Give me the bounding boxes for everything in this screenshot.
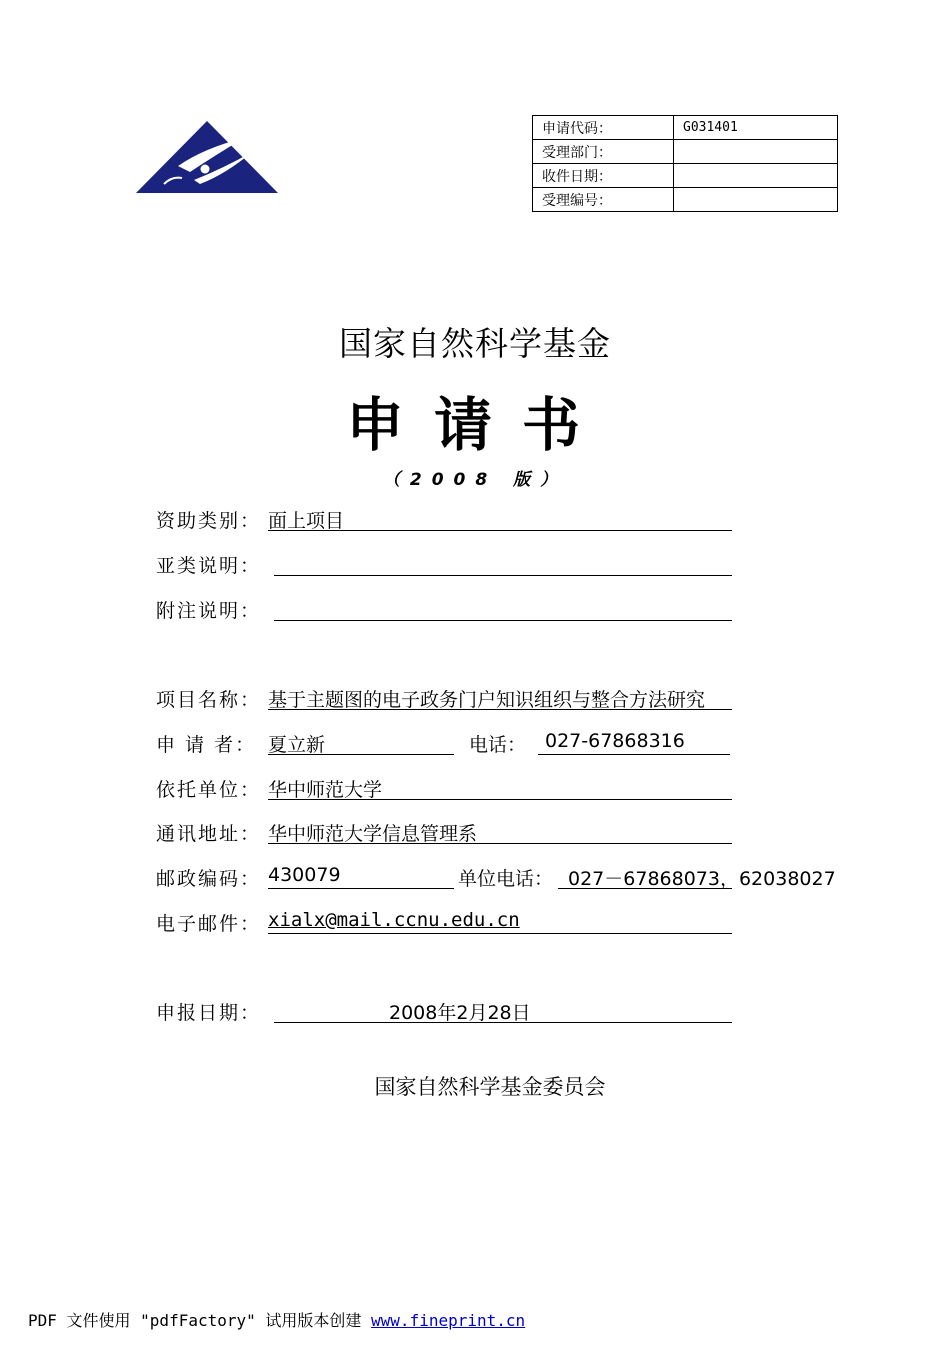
phone-label: 电话： [469,734,527,756]
note-line [274,596,732,621]
table-row [533,164,838,188]
table-row [533,116,838,140]
funding-type-value: 面上项目 [268,510,345,532]
subtype-line [274,551,732,576]
phone-value: 027-67868316 [545,730,685,752]
watermark-text: PDF 文件使用 "pdfFactory" 试用版本创建 [28,1311,372,1330]
applicant-value: 夏立新 [268,734,326,756]
receipt-number-label: 受理编号： [533,188,674,212]
receipt-date-value [674,164,838,188]
applicant-label: 申 请 者： [156,734,257,756]
table-row [533,140,838,164]
project-name-label: 项目名称： [156,689,262,711]
postcode-label: 邮政编码： [156,868,262,890]
unit-phone-label: 单位电话： [458,868,554,890]
institution-value: 华中师范大学 [268,779,383,801]
nsfc-logo [134,118,280,196]
date-value: 2008年2月28日 [389,1002,531,1024]
postcode-value: 430079 [268,864,341,886]
watermark-link[interactable]: www.fineprint.cn [371,1311,526,1330]
document-title: 申请书 [345,391,610,459]
address-value: 华中师范大学信息管理系 [268,823,478,845]
code-value: G031401 [674,116,838,140]
department-label: 受理部门： [533,140,674,164]
table-row [533,188,838,212]
pdf-watermark [28,1308,525,1331]
code-label: 申请代码： [533,116,674,140]
email-label: 电子邮件： [156,913,262,935]
date-label: 申报日期： [156,1002,262,1024]
subtype-label: 亚类说明： [156,555,262,577]
institution-label: 依托单位： [156,779,262,801]
footer-org: 国家自然科学基金委员会 [374,1075,606,1099]
edition-label: （2008 版） [382,470,568,490]
funding-type-label: 资助类别： [156,510,262,532]
email-value[interactable]: xialx@mail.ccnu.edu.cn [268,909,520,931]
application-code-table [532,115,838,212]
org-title: 国家自然科学基金 [339,324,611,363]
unit-phone-value: 027－67868073，62038027 [568,868,836,890]
address-label: 通讯地址： [156,823,262,845]
department-value [674,140,838,164]
project-name-value: 基于主题图的电子政务门户知识组织与整合方法研究 [268,689,706,711]
receipt-number-value [674,188,838,212]
note-label: 附注说明： [156,600,262,622]
receipt-date-label: 收件日期： [533,164,674,188]
